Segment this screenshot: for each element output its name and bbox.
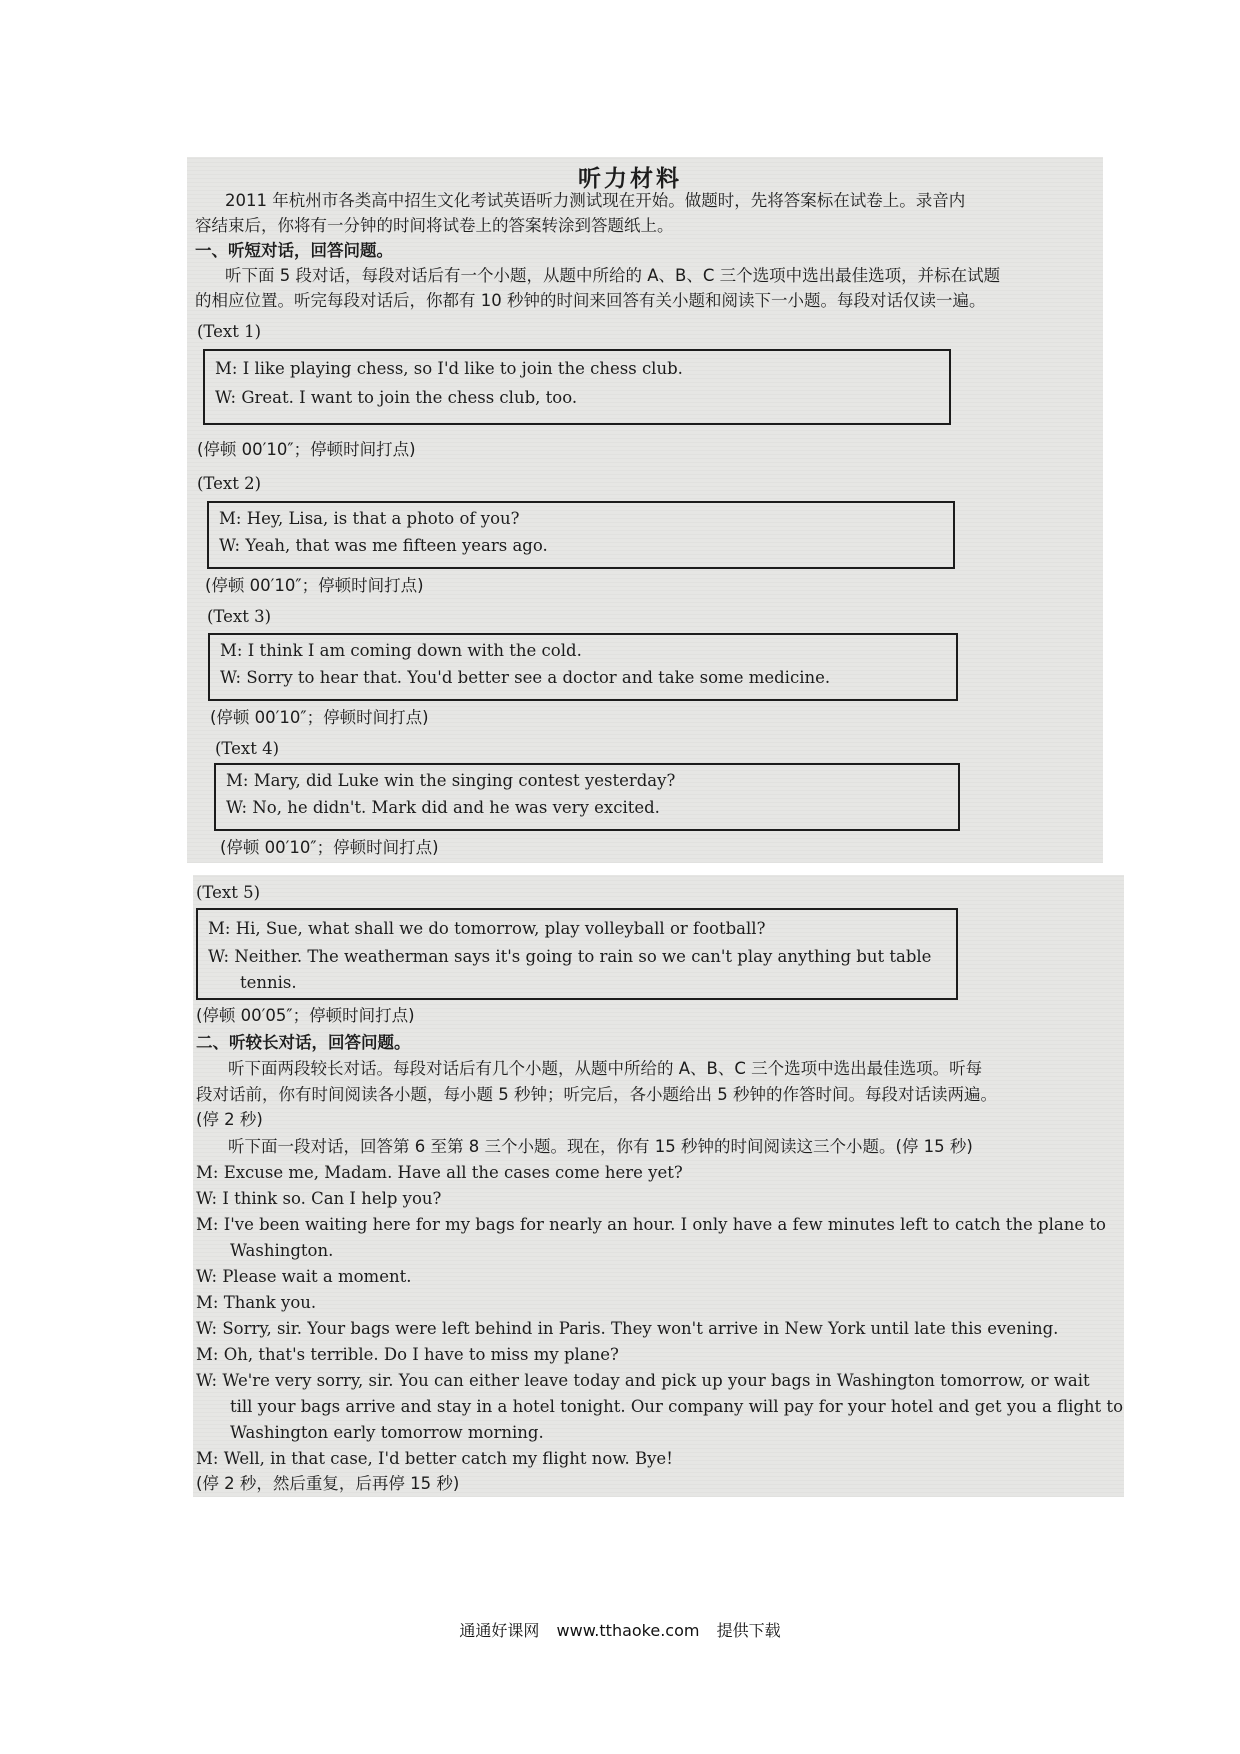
dialogue-line: M: Excuse me, Madam. Have all the cases come here yet? [196, 1163, 683, 1182]
text-5-dialogue-box [196, 908, 958, 1000]
text-1-pause: (停顿 00′10″；停顿时间打点) [197, 440, 416, 459]
text-1-label: (Text 1) [197, 322, 262, 341]
text-5-line-2: W: Neither. The weatherman says it's going to rain so we can't play anything but table [208, 947, 932, 966]
section-2-heading: 二、听较长对话，回答问题。 [196, 1033, 411, 1052]
section-2-pause: (停 2 秒) [196, 1110, 263, 1129]
dialogue-line: W: We're very sorry, sir. You can either leave today and pick up your bags in Washington tomorrow, or wait [196, 1371, 1090, 1390]
text-2-line-2: W: Yeah, that was me fifteen years ago. [219, 536, 548, 555]
section-2-instruction-line-2: 段对话前，你有时间阅读各小题，每小题 5 秒钟；听完后，各小题给出 5 秒钟的作答时间。每段对话读两遍。 [196, 1085, 997, 1104]
dialogue-line: M: I've been waiting here for my bags for nearly an hour. I only have a few minutes left to catch the plane to [196, 1215, 1106, 1234]
text-4-label: (Text 4) [215, 739, 280, 758]
intro-line-1: 2011 年杭州市各类高中招生文化考试英语听力测试现在开始。做题时，先将答案标在试卷上。录音内 [225, 191, 966, 210]
text-3-label: (Text 3) [207, 607, 272, 626]
text-5-line-3: tennis. [240, 973, 297, 992]
text-3-line-2: W: Sorry to hear that. You'd better see a doctor and take some medicine. [220, 668, 831, 687]
section-1-heading: 一、听短对话，回答问题。 [195, 241, 393, 260]
footer-site-name: 通通好课网 [459, 1621, 540, 1640]
dialogue-line: M: Thank you. [196, 1293, 317, 1312]
text-4-pause: (停顿 00′10″；停顿时间打点) [220, 838, 439, 857]
document-title: 听力材料 [578, 166, 682, 192]
text-2-pause: (停顿 00′10″；停顿时间打点) [205, 576, 424, 595]
dialogue-line: Washington. [230, 1241, 334, 1260]
text-5-line-1: M: Hi, Sue, what shall we do tomorrow, play volleyball or football? [208, 919, 766, 938]
text-2-dialogue-box [207, 501, 955, 569]
footer-suffix: 提供下载 [716, 1621, 781, 1640]
dialogue-line: till your bags arrive and stay in a hotel tonight. Our company will pay for your hotel and get you a flight to [230, 1397, 1123, 1416]
text-3-line-1: M: I think I am coming down with the cold. [220, 641, 582, 660]
text-4-dialogue-box [214, 763, 960, 831]
text-3-pause: (停顿 00′10″；停顿时间打点) [210, 708, 429, 727]
text-3-dialogue-box [208, 633, 958, 701]
dialogue-line: M: Oh, that's terrible. Do I have to miss my plane? [196, 1345, 619, 1364]
text-5-pause: (停顿 00′05″；停顿时间打点) [196, 1006, 415, 1025]
dialogue-line: M: Well, in that case, I'd better catch my flight now. Bye! [196, 1449, 673, 1468]
footer-note [0, 1618, 1240, 1641]
footer-url[interactable]: www.tthaoke.com [556, 1621, 700, 1640]
section-2-prompt: 听下面一段对话，回答第 6 至第 8 三个小题。现在，你有 15 秒钟的时间阅读这三个小题。(停 15 秒) [228, 1137, 973, 1156]
dialogue-line: W: I think so. Can I help you? [196, 1189, 442, 1208]
dialogue-line: Washington early tomorrow morning. [230, 1423, 544, 1442]
text-5-label: (Text 5) [196, 883, 261, 902]
section-1-instruction-line-2: 的相应位置。听完每段对话后，你都有 10 秒钟的时间来回答有关小题和阅读下一小题。每段对话仅读一遍。 [195, 291, 986, 310]
dialogue-line: W: Sorry, sir. Your bags were left behind in Paris. They won't arrive in New York until late this evening. [196, 1319, 1059, 1338]
section-1-instruction-line-1: 听下面 5 段对话，每段对话后有一个小题，从题中所给的 A、B、C 三个选项中选出最佳选项，并标在试题 [225, 266, 1001, 285]
text-2-label: (Text 2) [197, 474, 262, 493]
text-4-line-1: M: Mary, did Luke win the singing contest yesterday? [226, 771, 676, 790]
dialogue-line: W: Please wait a moment. [196, 1267, 412, 1286]
text-2-line-1: M: Hey, Lisa, is that a photo of you? [219, 509, 520, 528]
section-2-instruction-line-1: 听下面两段较长对话。每段对话后有几个小题，从题中所给的 A、B、C 三个选项中选出最佳选项。听每 [228, 1059, 983, 1078]
text-4-line-2: W: No, he didn't. Mark did and he was very excited. [226, 798, 660, 817]
text-1-dialogue-box [203, 349, 951, 425]
intro-line-2: 容结束后，你将有一分钟的时间将试卷上的答案转涂到答题纸上。 [195, 216, 674, 235]
text-1-line-1: M: I like playing chess, so I'd like to join the chess club. [215, 359, 683, 378]
text-1-line-2: W: Great. I want to join the chess club, too. [215, 388, 578, 407]
section-2-end-note: (停 2 秒，然后重复，后再停 15 秒) [196, 1474, 460, 1493]
